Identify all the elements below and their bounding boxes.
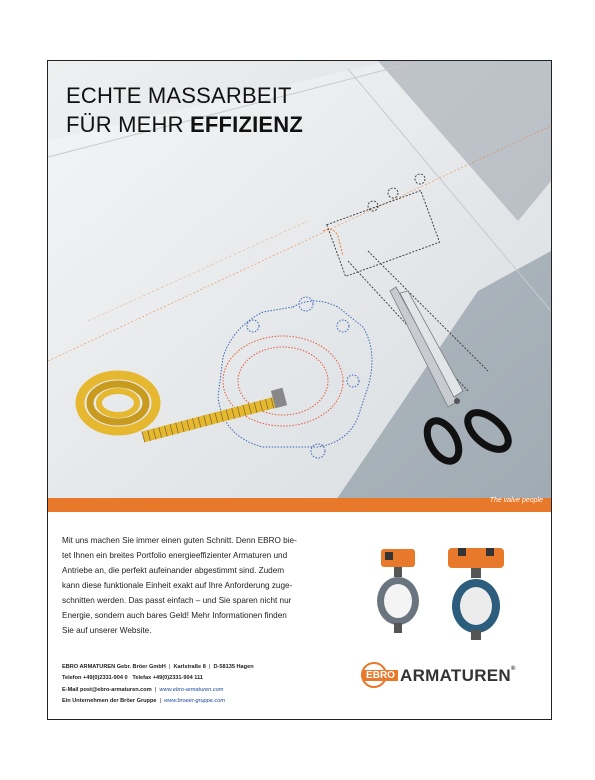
- logo-ebro: EBRO: [363, 670, 398, 681]
- product-valves-image: [376, 546, 536, 646]
- body-line: kann diese funktionale Einheit exakt auf Ihre Anforderung zuge-: [62, 581, 293, 590]
- footer-contact: [62, 662, 254, 707]
- footer-line-phone: [62, 673, 254, 684]
- hero-photo: [48, 61, 551, 511]
- body-line: tet Ihnen ein breites Portfolio energieeffizienter Armaturen und: [62, 551, 288, 560]
- company-name: EBRO ARMATUREN Gebr. Bröer GmbH: [62, 664, 166, 670]
- orange-band: [48, 498, 551, 512]
- separator: |: [208, 664, 211, 670]
- footer-line-company: [62, 662, 254, 673]
- group-note: Ein Unternehmen der Bröer Gruppe: [62, 697, 157, 704]
- valve-2: [448, 548, 504, 640]
- headline-bold: EFFIZIENZ: [190, 112, 304, 137]
- headline-line-2: [66, 110, 303, 139]
- phone: Telefon +49(0)2331-904 0: [62, 675, 128, 682]
- separator: |: [154, 686, 157, 693]
- ad-frame: [47, 60, 552, 720]
- footer-line-email: [62, 685, 254, 696]
- group-website-link[interactable]: www.broeer-gruppe.com: [164, 697, 226, 704]
- body-copy: [62, 533, 324, 638]
- logo-registered: ®: [510, 666, 516, 672]
- headline-regular: FÜR MEHR: [66, 112, 191, 137]
- body-line: Energie, sondern auch bares Geld! Mehr Informationen finden: [62, 611, 287, 620]
- headline: [66, 81, 303, 139]
- separator: |: [159, 697, 162, 704]
- logo-armaturen: [400, 666, 516, 686]
- footer-line-group: [62, 696, 254, 707]
- body-line: Sie auf unserer Website.: [62, 626, 152, 635]
- logo-armaturen-text: ARMATUREN: [400, 666, 511, 685]
- email: E-Mail post@ebro-armaturen.com: [62, 686, 152, 693]
- headline-line-1: ECHTE MASSARBEIT: [66, 83, 292, 108]
- body-line: schnitten werden. Das passt einfach – und Sie sparen nicht nur: [62, 596, 292, 605]
- body-line: Antriebe an, die perfekt aufeinander abgestimmt sind. Zudem: [62, 566, 285, 575]
- valve-1: [377, 549, 419, 633]
- tagline: The valve people: [489, 497, 543, 504]
- address-city: D-58135 Hagen: [213, 664, 254, 670]
- address-street: Karlstraße 8: [173, 664, 206, 670]
- ebro-armaturen-logo: [361, 662, 541, 688]
- body-line: Mit uns machen Sie immer einen guten Schnitt. Denn EBRO bie-: [62, 536, 297, 545]
- website-link[interactable]: www.ebro-armaturen.com: [159, 686, 224, 693]
- fax: Telefax +49(0)2331-904 111: [132, 675, 203, 682]
- separator: |: [168, 664, 171, 670]
